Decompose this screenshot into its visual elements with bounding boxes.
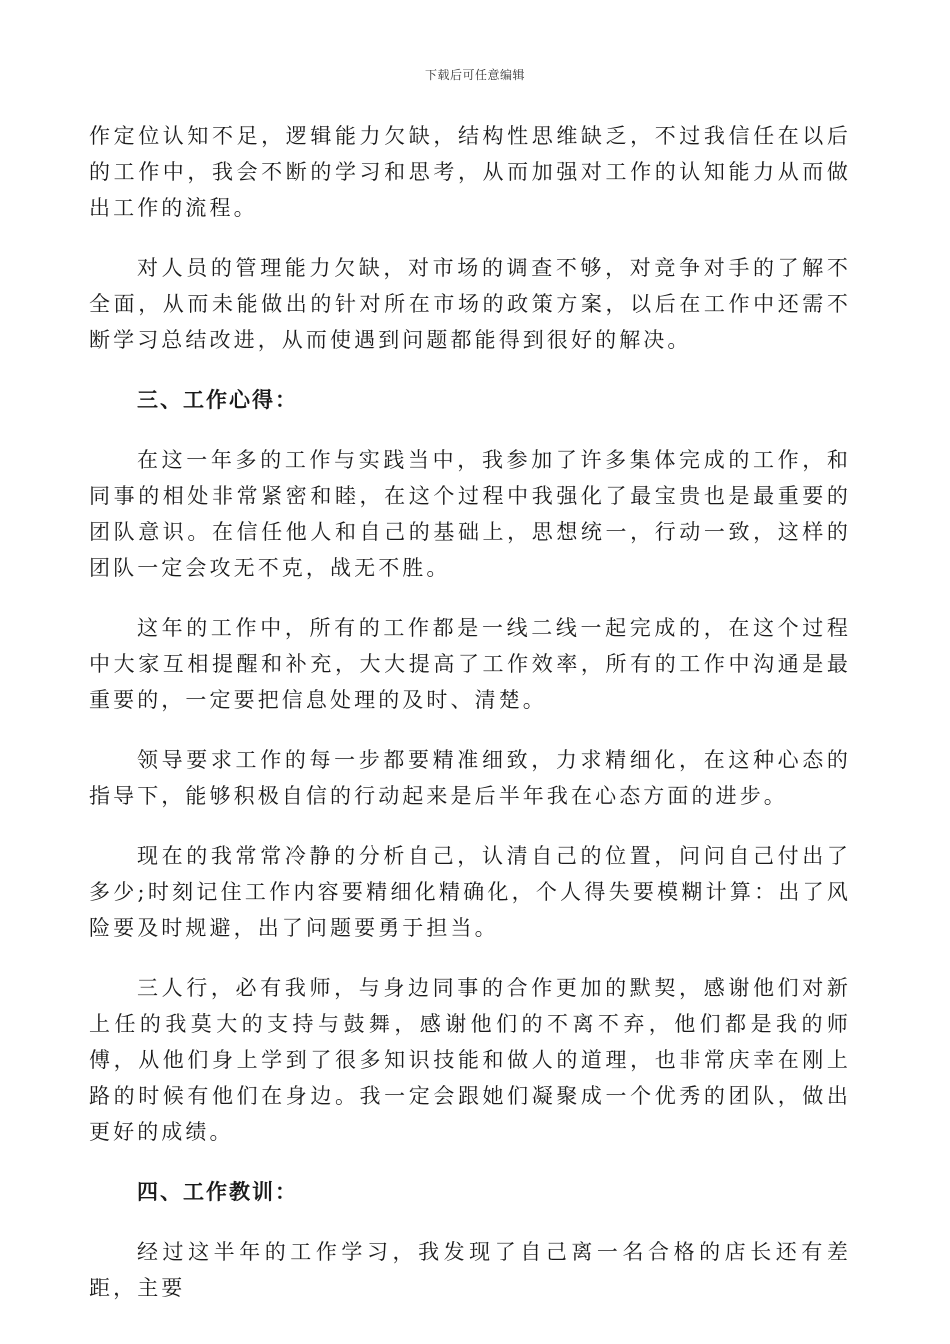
page-header: 下载后可任意编辑 [424, 68, 525, 82]
paragraph-management: 对人员的管理能力欠缺，对市场的调查不够，对竞争对手的了解不全面，从而未能做出的针对所在市场的政策方案，以后在工作中还需不断学习总结改进，从而使遇到问题都能得到很好的解决。 [89, 256, 851, 352]
section-heading-work-lessons: 四、工作教训： [137, 1179, 298, 1204]
paragraph-gratitude: 三人行，必有我师，与身边同事的合作更加的默契，感谢他们对新上任的我莫大的支持与鼓舞，感谢他们的不离不弃，他们都是我的师傅，从他们身上学到了很多知识技能和做人的道理，也非常庆幸在刚上路的时候有他们在身边。我一定会跟她们凝聚成一个优秀的团队，做出更好的成绩。 [89, 976, 851, 1144]
section-heading-work-insights: 三、工作心得： [137, 387, 298, 412]
paragraph-efficiency: 这年的工作中，所有的工作都是一线二线一起完成的，在这个过程中大家互相提醒和补充，大大提高了工作效率，所有的工作中沟通是最重要的，一定要把信息处理的及时、清楚。 [89, 616, 851, 712]
paragraph-continuation: 作定位认知不足，逻辑能力欠缺，结构性思维缺乏，不过我信任在以后的工作中，我会不断的学习和思考，从而加强对工作的认知能力从而做出工作的流程。 [89, 124, 851, 220]
paragraph-precision: 领导要求工作的每一步都要精准细致，力求精细化，在这种心态的指导下，能够积极自信的行动起来是后半年我在心态方面的进步。 [89, 748, 851, 808]
document-body [89, 118, 851, 1330]
paragraph-self-analysis: 现在的我常常冷静的分析自己，认清自己的位置，问问自己付出了多少;时刻记住工作内容要精细化精确化，个人得失要模糊计算：出了风险要及时规避，出了问题要勇于担当。 [89, 844, 851, 940]
paragraph-teamwork: 在这一年多的工作与实践当中，我参加了许多集体完成的工作，和同事的相处非常紧密和睦，在这个过程中我强化了最宝贵也是最重要的团队意识。在信任他人和自己的基础上，思想统一，行动一致，这样的团队一定会攻无不克，战无不胜。 [89, 448, 851, 580]
paragraph-lessons-start: 经过这半年的工作学习，我发现了自己离一名合格的店长还有差距，主要 [89, 1240, 851, 1300]
